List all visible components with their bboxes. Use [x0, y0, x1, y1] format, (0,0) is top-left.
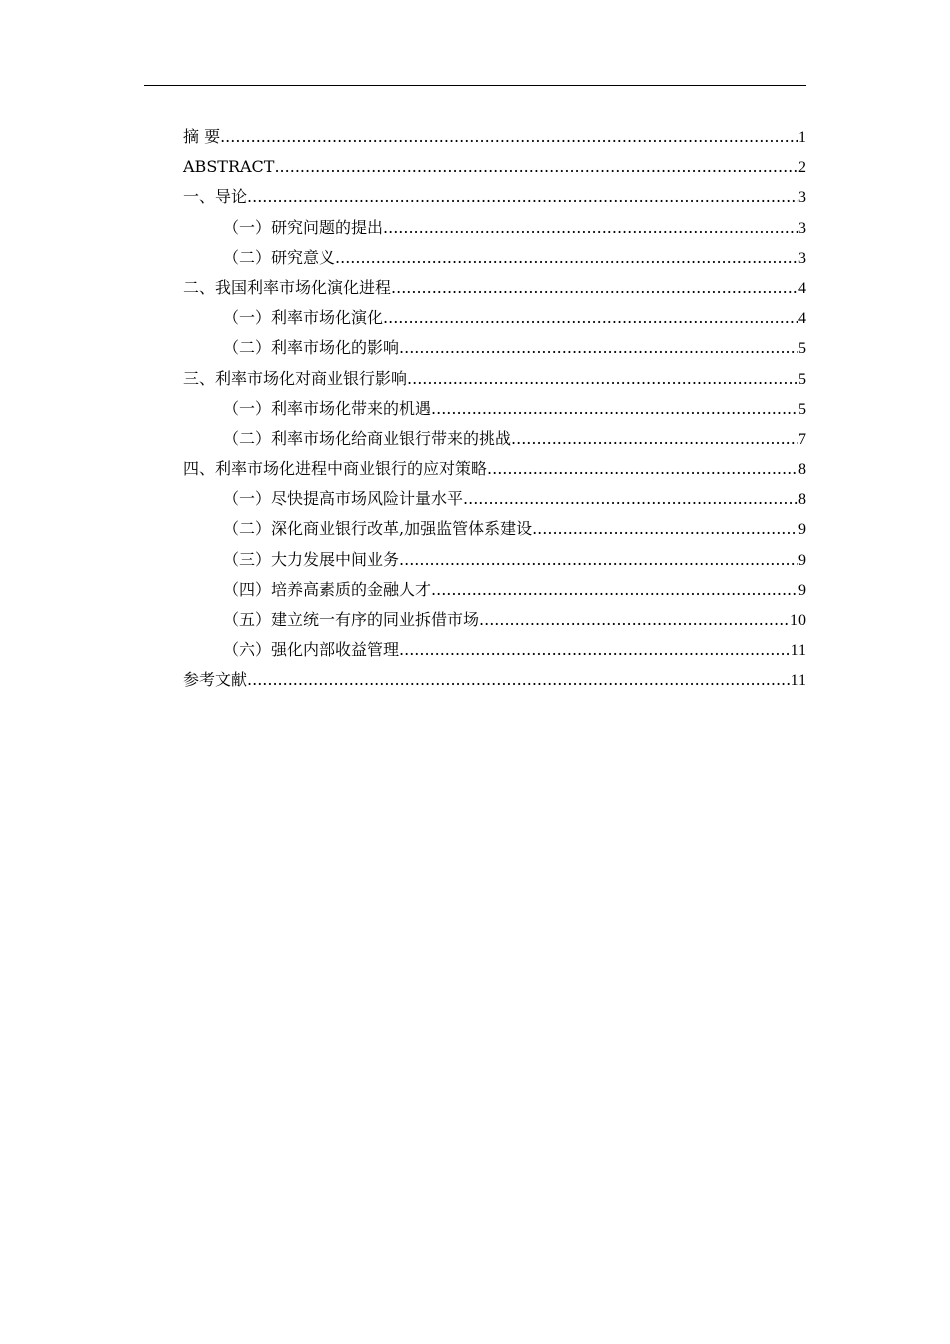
toc-entry-section-4-2[interactable] — [183, 514, 806, 544]
toc-entry-title: （二）研究意义 — [223, 247, 336, 267]
toc-entry-page: 1 — [798, 129, 806, 146]
toc-entry-section-4-4[interactable] — [183, 575, 806, 605]
toc-entry-section-2-2[interactable] — [183, 333, 806, 363]
toc-entry-page: 4 — [798, 310, 806, 328]
toc-entry-page: 3 — [798, 249, 806, 267]
toc-entry-title: 参考文献 — [183, 670, 248, 690]
toc-entry-section-1-2[interactable] — [183, 243, 806, 273]
toc-dot-leader — [532, 514, 798, 544]
toc-entry-page: 5 — [798, 340, 806, 358]
toc-entry-page: 9 — [798, 551, 806, 569]
toc-entry-page: 3 — [798, 219, 806, 237]
toc-dot-leader — [463, 484, 798, 514]
toc-dot-leader — [399, 333, 798, 363]
toc-entry-page: 11 — [790, 642, 806, 660]
toc-dot-leader — [431, 394, 798, 424]
toc-entry-chapter-1[interactable] — [183, 182, 806, 212]
toc-dot-leader — [247, 182, 798, 212]
toc-entry-title: 摘 要 — [183, 127, 221, 146]
toc-entry-page: 9 — [798, 581, 806, 599]
toc-entry-chapter-4[interactable] — [183, 454, 806, 484]
toc-dot-leader — [407, 364, 798, 394]
toc-entry-section-4-5[interactable] — [183, 605, 806, 635]
toc-dot-leader — [335, 243, 798, 273]
toc-dot-leader — [220, 122, 798, 152]
toc-entry-abstract-en[interactable] — [183, 152, 806, 182]
toc-entry-title: （四）培养高素质的金融人才 — [223, 579, 432, 599]
toc-entry-title: （一）研究问题的提出 — [223, 217, 384, 237]
toc-entry-page: 2 — [798, 159, 806, 177]
toc-entry-title: （一）尽快提高市场风险计量水平 — [223, 489, 464, 509]
toc-dot-leader — [391, 273, 798, 303]
toc-entry-title: （二）利率市场化给商业银行带来的挑战 — [223, 428, 512, 448]
toc-entry-section-3-1[interactable] — [183, 394, 806, 424]
toc-entry-section-4-6[interactable] — [183, 635, 806, 665]
toc-dot-leader — [511, 424, 798, 454]
toc-entry-section-4-1[interactable] — [183, 484, 806, 514]
toc-entry-page: 8 — [798, 461, 806, 479]
toc-dot-leader — [399, 635, 791, 665]
toc-entry-title: 一、导论 — [183, 187, 248, 207]
toc-entry-abstract-cn[interactable] — [183, 122, 806, 152]
toc-dot-leader — [431, 575, 798, 605]
table-of-contents — [183, 122, 806, 696]
toc-entry-page: 11 — [790, 672, 806, 690]
toc-dot-leader — [274, 152, 798, 182]
toc-entry-chapter-2[interactable] — [183, 273, 806, 303]
toc-dot-leader — [247, 665, 791, 695]
toc-entry-title: （一）利率市场化带来的机遇 — [223, 398, 432, 418]
toc-entry-title: 三、利率市场化对商业银行影响 — [183, 368, 408, 388]
toc-entry-title: （六）强化内部收益管理 — [223, 640, 400, 660]
toc-entry-references[interactable] — [183, 665, 806, 695]
toc-entry-title: （三）大力发展中间业务 — [223, 549, 400, 569]
toc-entry-page: 7 — [798, 430, 806, 448]
toc-entry-title: （二）深化商业银行改革,加强监管体系建设 — [223, 519, 533, 539]
toc-entry-page: 10 — [790, 612, 806, 629]
toc-dot-leader — [399, 545, 798, 575]
toc-entry-chapter-3[interactable] — [183, 364, 806, 394]
toc-entry-page: 4 — [798, 279, 806, 297]
toc-entry-page: 9 — [798, 521, 806, 539]
toc-entry-page: 5 — [798, 370, 806, 388]
toc-entry-section-1-1[interactable] — [183, 213, 806, 243]
toc-dot-leader — [383, 303, 798, 333]
toc-entry-page: 5 — [798, 400, 806, 418]
toc-entry-title: 二、我国利率市场化演化进程 — [183, 277, 392, 297]
toc-entry-page: 3 — [798, 189, 806, 207]
toc-entry-title: ABSTRACT — [183, 157, 275, 177]
toc-dot-leader — [479, 605, 790, 635]
toc-entry-title: （二）利率市场化的影响 — [223, 338, 400, 358]
toc-entry-title: 四、利率市场化进程中商业银行的应对策略 — [183, 459, 488, 479]
toc-entry-section-4-3[interactable] — [183, 545, 806, 575]
toc-entry-page: 8 — [798, 491, 806, 509]
toc-entry-section-2-1[interactable] — [183, 303, 806, 333]
toc-dot-leader — [383, 213, 798, 243]
toc-entry-title: （五）建立统一有序的同业拆借市场 — [223, 610, 480, 629]
toc-entry-section-3-2[interactable] — [183, 424, 806, 454]
toc-dot-leader — [487, 454, 798, 484]
header-rule — [144, 85, 806, 86]
toc-entry-title: （一）利率市场化演化 — [223, 308, 384, 328]
